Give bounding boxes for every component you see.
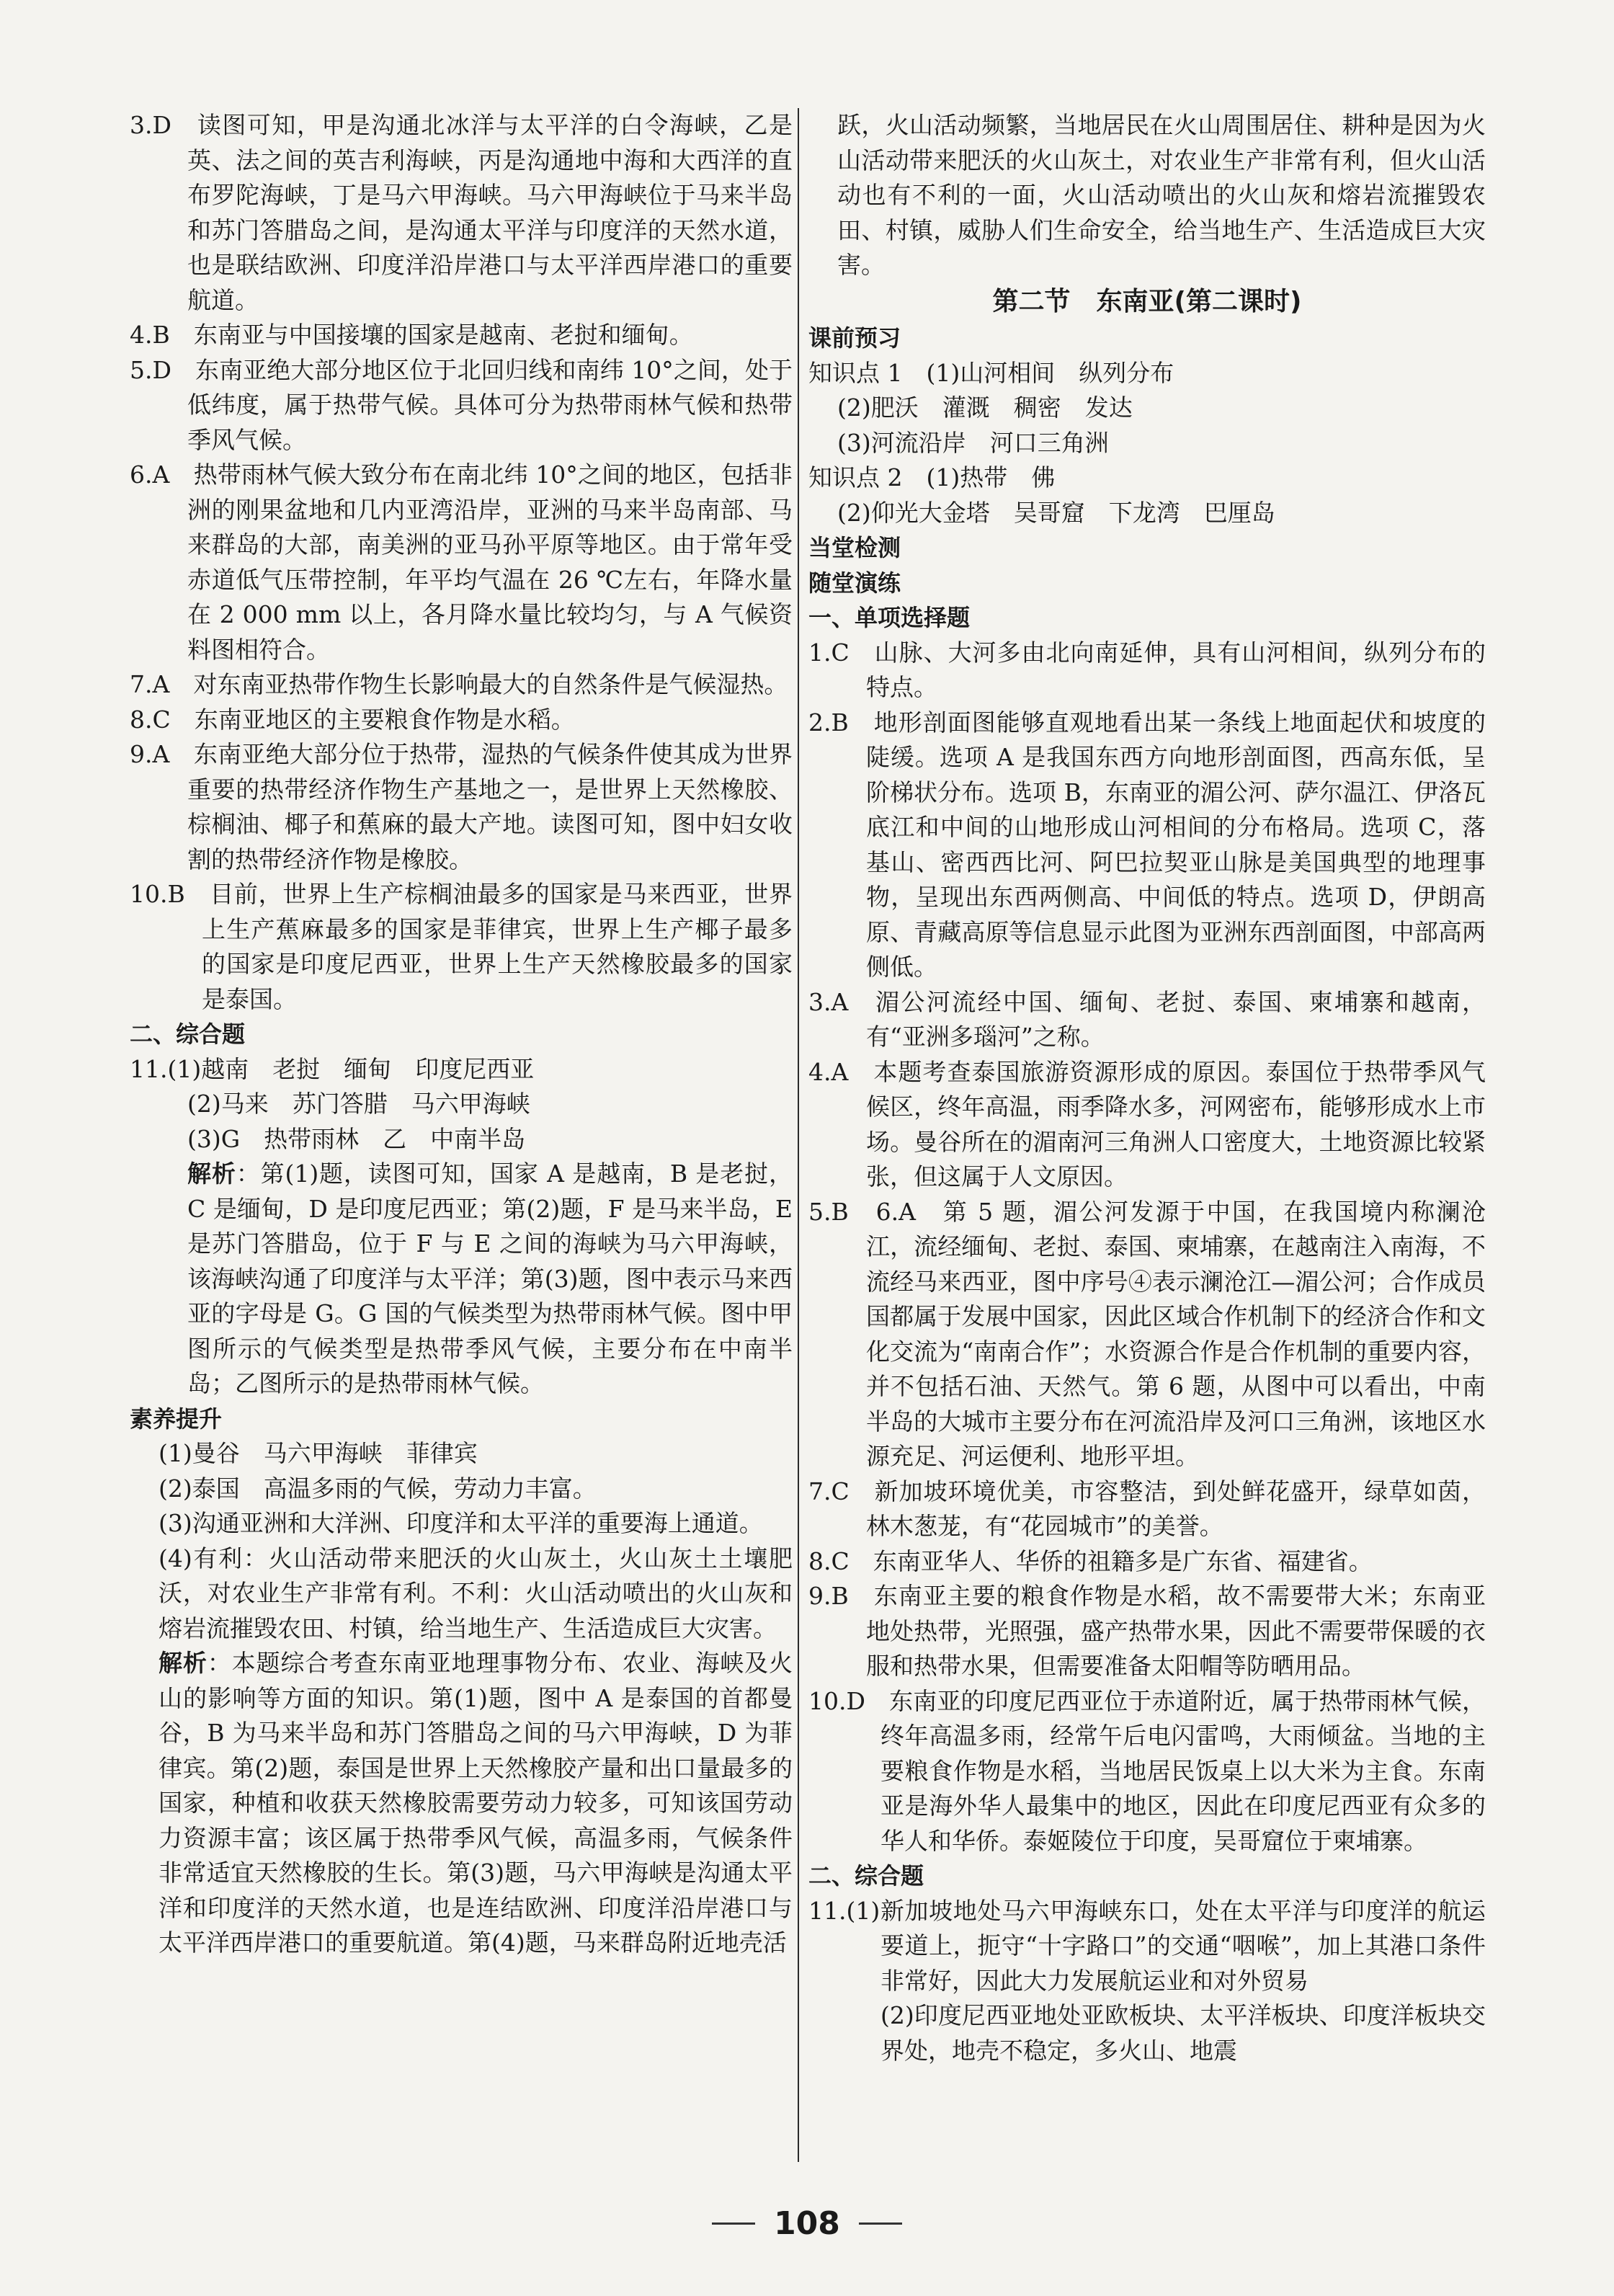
answer-11-part-1: 11.(1)越南 老挝 缅甸 印度尼西亚: [130, 1054, 535, 1083]
answer-11-part-3: (3)G 热带雨林 乙 中南半岛: [187, 1124, 526, 1153]
comprehensive-answer-11-2: (2)印度尼西亚地处亚欧板块、太平洋板块、印度洋板块交界处，地壳不稳定，多火山、地震: [880, 2001, 1486, 2065]
answer-11-explanation: [130, 1157, 793, 1402]
heading-practice: 随堂演练: [808, 569, 901, 597]
page-footer: [0, 2205, 1614, 2242]
choice-answer-2: 2.B 地形剖面图能够直观地看出某一条线上地面起伏和坡度的陡缓。选项 A 是我国东西方向地形剖面图，西高东低，呈阶梯状分布。选项 B，东南亚的湄公河、萨尔温江、伊洛瓦底江和中间的山地形成山河相间的分布格局。选项 C，落基山、密西西比河、阿巴拉契亚山脉是美国典型的地理事物，呈现出东西两侧高、中间低的特点。选项 D，伊朗高原、青藏高原等信息显示此图为亚洲东西剖面图，中部高两侧低。: [808, 708, 1486, 981]
choice-answer-5-6: 5.B 6.A 第 5 题，湄公河发源于中国，在我国境内称澜沧江，流经缅甸、老挝、泰国、柬埔寨，在越南注入南海，不流经马来西亚，图中序号④表示澜沧江—湄公河；合作成员国都属于发展中国家，因此区域合作机制下的经济合作和文化交流为“南南合作”；水资源合作是合作机制的重要内容，并不包括石油、天然气。第 6 题，从图中可以看出，中南半岛的大城市主要分布在河流沿岸及河口三角洲，该地区水源充足、河运便利、地形平坦。: [808, 1197, 1486, 1470]
choice-answer-3: 3.A 湄公河流经中国、缅甸、老挝、泰国、柬埔寨和越南，有“亚洲多瑙河”之称。: [808, 987, 1486, 1051]
heading-in-class-test: 当堂检测: [808, 534, 901, 561]
section-heading-comprehensive-2: 二、综合题: [808, 1862, 924, 1890]
answer-9: 9.A 东南亚绝大部分位于热带，湿热的气候条件使其成为世界重要的热带经济作物生产基地之一，是世界上天然橡胶、棕榈油、椰子和蕉麻的最大产地。读图可知，图中妇女收割的热带经济作物是橡胶。: [130, 740, 793, 873]
knowledge-point-2-b: (2)仰光大金塔 吴哥窟 下龙湾 巴厘岛: [837, 498, 1275, 527]
footer-dash-right: [859, 2222, 902, 2225]
answer-11-part-2: (2)马来 苏门答腊 马六甲海峡: [187, 1090, 530, 1118]
answer-7: 7.A 对东南亚热带作物生长影响最大的自然条件是气候湿热。: [130, 670, 788, 698]
section-heading-comprehensive: 二、综合题: [130, 1020, 246, 1048]
answer-5: 5.D 东南亚绝大部分地区位于北回归线和南纬 10°之间，处于低纬度，属于热带气候。具体可分为热带雨林气候和热带季风气候。: [130, 355, 793, 454]
right-column: [808, 108, 1486, 2068]
choice-answer-1: 1.C 山脉、大河多由北向南延伸，具有山河相间，纵列分布的特点。: [808, 638, 1486, 701]
choice-answer-4: 4.A 本题考查泰国旅游资源形成的原因。泰国位于热带季风气候区，终年高温，雨季降水多，河网密布，能够形成水上市场。曼谷所在的湄南河三角洲人口密度大，土地资源比较紧张，但这属于人文原因。: [808, 1057, 1486, 1191]
section-heading-literacy: 素养提升: [130, 1405, 223, 1433]
continued-explanation: 跃，火山活动频繁，当地居民在火山周围居住、耕种是因为火山活动带来肥沃的火山灰土，对农业生产非常有利，但火山活动也有不利的一面，火山活动喷出的火山灰和熔岩流摧毁农田、村镇，威胁人们生命安全，给当地生产、生活造成巨大灾害。: [837, 111, 1486, 279]
knowledge-point-1-b: (2)肥沃 灌溉 稠密 发达: [837, 393, 1133, 422]
knowledge-point-2-a: 知识点 2 (1)热带 佛: [808, 463, 1056, 491]
choice-answer-9: 9.B 东南亚主要的粮食作物是水稻，故不需要带大米；东南亚地处热带，光照强，盛产热带水果，因此不需要带保暖的衣服和热带水果，但需要准备太阳帽等防晒用品。: [808, 1582, 1486, 1680]
footer-dash-left: [712, 2222, 755, 2225]
heading-preview: 课前预习: [808, 324, 901, 352]
knowledge-point-1-c: (3)河流沿岸 河口三角洲: [837, 428, 1109, 457]
choice-answer-8: 8.C 东南亚华人、华侨的祖籍多是广东省、福建省。: [808, 1547, 1373, 1575]
section-title: 第二节 东南亚(第二课时): [992, 286, 1302, 316]
answer-10: 10.B 目前，世界上生产棕榈油最多的国家是马来西亚，世界上生产蕉麻最多的国家是菲律宾，世界上生产椰子最多的国家是印度尼西亚，世界上生产天然橡胶最多的国家是泰国。: [130, 880, 793, 1013]
left-column: [130, 108, 793, 1961]
answer-4: 4.B 东南亚与中国接壤的国家是越南、老挝和缅甸。: [130, 321, 693, 349]
comprehensive-answer-11-1: 11.(1)新加坡地处马六甲海峡东口，处在太平洋与印度洋的航运要道上，扼守“十字路口”的交通“咽喉”，加上其港口条件非常好，因此大力发展航运业和对外贸易: [808, 1896, 1486, 1995]
choice-answer-7: 7.C 新加坡环境优美，市容整洁，到处鲜花盛开，绿草如茵，林木葱茏，有“花园城市”的美誉。: [808, 1477, 1486, 1540]
explanation-label: 解析: [159, 1649, 208, 1677]
page-number: 108: [774, 2205, 840, 2242]
section-heading-single-choice: 一、单项选择题: [808, 604, 971, 631]
answer-8: 8.C 东南亚地区的主要粮食作物是水稻。: [130, 705, 575, 734]
literacy-answer-2: (2)泰国 高温多雨的气候，劳动力丰富。: [159, 1474, 597, 1503]
choice-answer-10: 10.D 东南亚的印度尼西亚位于赤道附近，属于热带雨林气候，终年高温多雨，经常午后电闪雷鸣，大雨倾盆。当地的主要粮食作物是水稻，当地居民饭桌上以大米为主食。东南亚是海外华人最集中的地区，因此在印度尼西亚有众多的华人和华侨。泰姬陵位于印度，吴哥窟位于柬埔寨。: [808, 1686, 1486, 1855]
literacy-answer-3: (3)沟通亚洲和大洋洲、印度洋和太平洋的重要海上通道。: [159, 1509, 763, 1537]
explanation-label: 解析: [187, 1160, 236, 1188]
knowledge-point-1-a: 知识点 1 (1)山河相间 纵列分布: [808, 358, 1174, 387]
explanation-text: ：本题综合考查东南亚地理事物分布、农业、海峡及火山的影响等方面的知识。第(1)题，图中 A 是泰国的首都曼谷，B 为马来半岛和苏门答腊岛之间的马六甲海峡，D 为菲律宾。第(2)题，泰国是世界上天然橡胶产量和出口量最多的国家，种植和收获天然橡胶需要劳动力较多，可知该国劳动力资源丰富；该区属于热带季风气候，高温多雨，气候条件非常适宜天然橡胶的生长。第(3)题，马六甲海峡是沟通太平洋和印度洋的天然水道，也是连结欧洲、印度洋沿岸港口与太平洋西岸港口的重要航道。第(4)题，马来群岛附近地壳活: [159, 1649, 793, 1957]
explanation-text: ：第(1)题，读图可知，国家 A 是越南，B 是老挝，C 是缅甸，D 是印度尼西亚；第(2)题，F 是马来半岛，E 是苏门答腊岛，位于 F 与 E 之间的海峡为马六甲海峡，该海峡沟通了印度洋与太平洋；第(3)题，图中表示马来西亚的字母是 G。G 国的气候类型为热带雨林气候。图中甲图所示的气候类型是热带季风气候，主要分布在中南半岛；乙图所示的是热带雨林气候。: [187, 1160, 793, 1397]
literacy-answer-4: (4)有利：火山活动带来肥沃的火山灰土，火山灰土土壤肥沃，对农业生产非常有利。不利：火山活动喷出的火山灰和熔岩流摧毁农田、村镇，给当地生产、生活造成巨大灾害。: [159, 1544, 793, 1642]
answer-6: 6.A 热带雨林气候大致分布在南北纬 10°之间的地区，包括非洲的刚果盆地和几内亚湾沿岸，亚洲的马来半岛南部、马来群岛的大部，南美洲的亚马孙平原等地区。由于常年受赤道低气压带控制，年平均气温在 26 ℃左右，年降水量在 2 000 mm 以上，各月降水量比较均匀，与 A 气候资料图相符合。: [130, 460, 793, 664]
literacy-answer-1: (1)曼谷 马六甲海峡 菲律宾: [159, 1439, 478, 1467]
answer-3: 3.D 读图可知，甲是沟通北冰洋与太平洋的白令海峡，乙是英、法之间的英吉利海峡，丙是沟通地中海和大西洋的直布罗陀海峡，丁是马六甲海峡。马六甲海峡位于马来半岛和苏门答腊岛之间，是沟通太平洋与印度洋的天然水道，也是联结欧洲、印度洋沿岸港口与太平洋西岸港口的重要航道。: [130, 111, 793, 314]
column-divider: [798, 108, 799, 2162]
literacy-explanation: [130, 1646, 793, 1961]
